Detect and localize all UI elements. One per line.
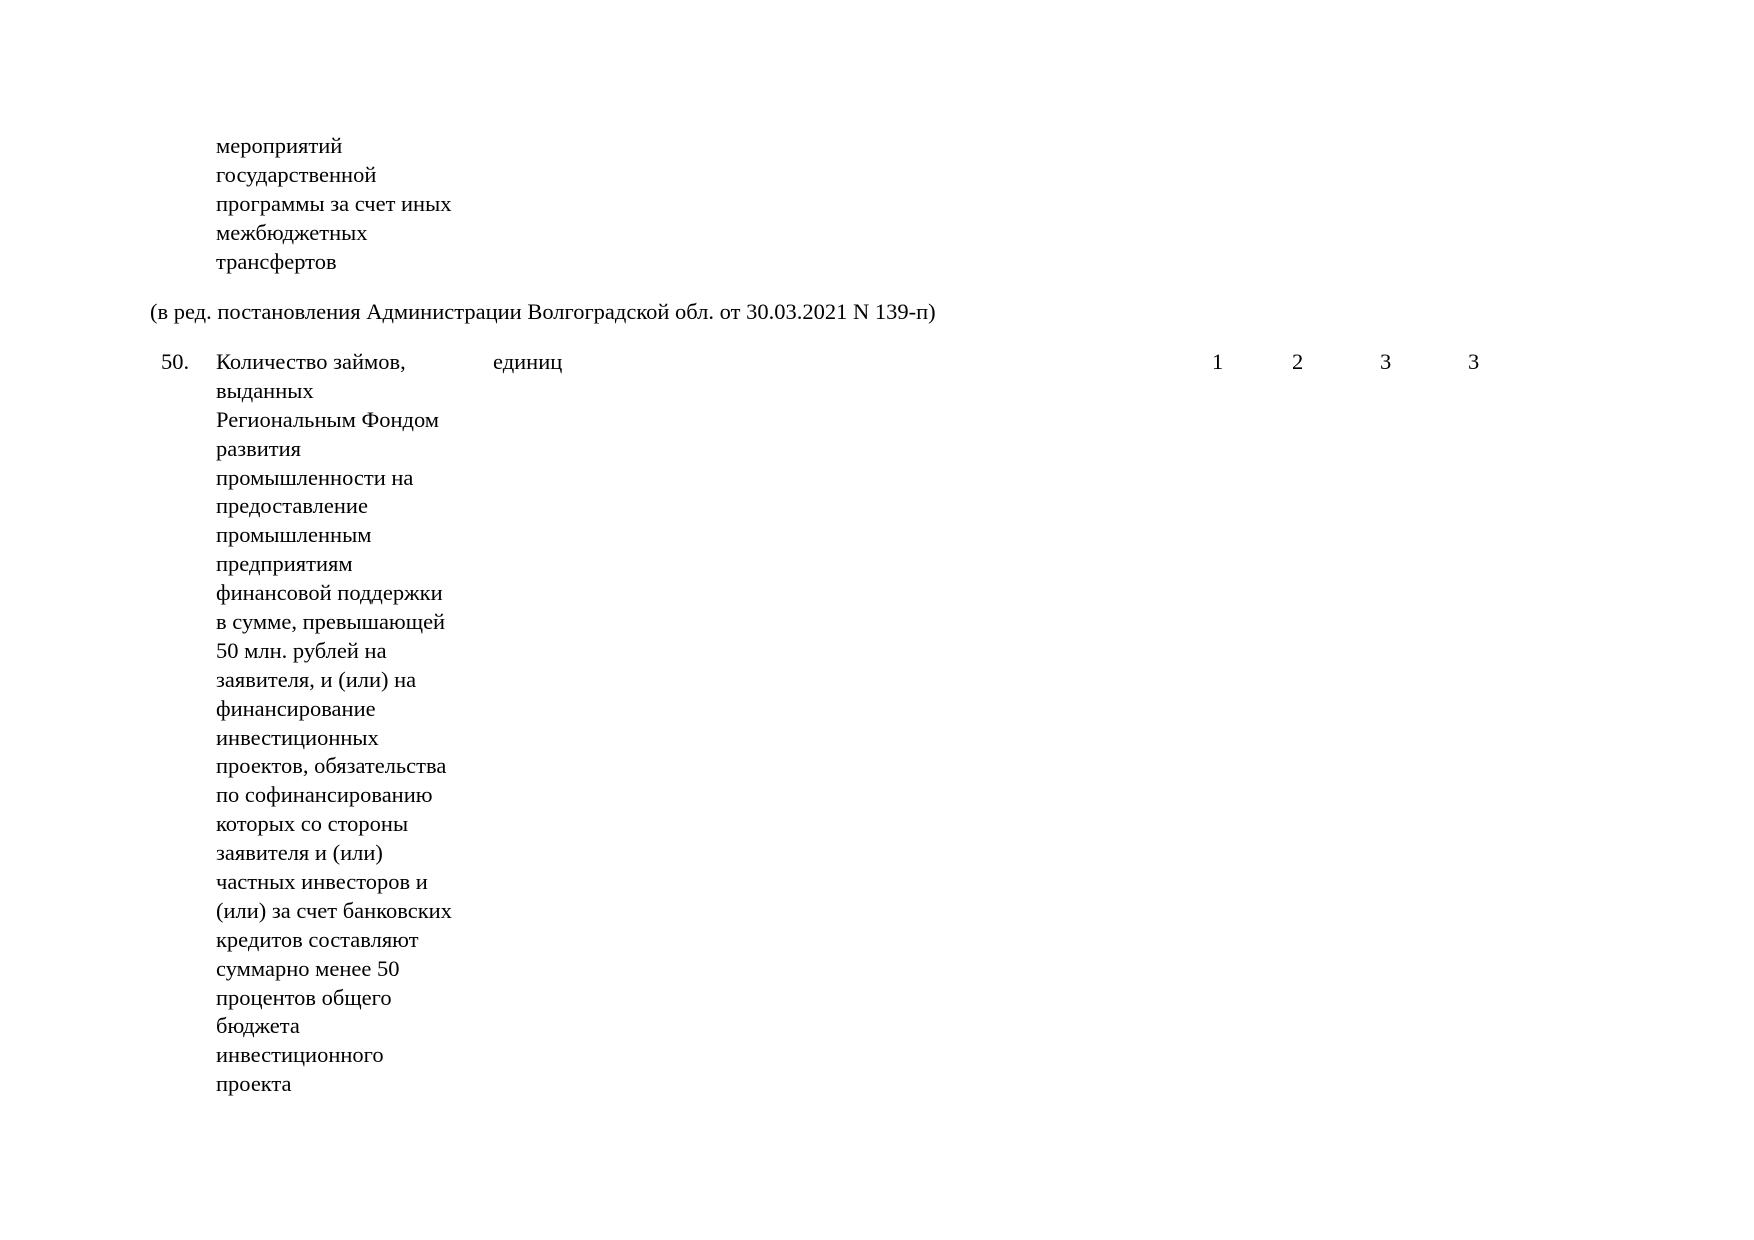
text-line: 50 млн. рублей на [216,637,387,663]
text-line: государственной [216,161,377,187]
text-line: в сумме, превышающей [216,609,446,635]
text-line: (или) за счет банковских [216,897,452,923]
text-line: Региональным Фондом [216,406,440,432]
text-line: промышленности на [216,464,414,490]
text-line: инвестиционных [216,724,379,750]
text-line: межбюджетных [216,219,368,245]
text-line: инвестиционного [216,1042,384,1068]
text-line: развития [216,435,302,461]
text-line: заявителя, и (или) на [216,666,417,692]
text-line: предоставление [216,493,368,519]
text-line: Количество займов, [216,349,406,374]
text-line: трансфертов [216,248,337,274]
text-line: проектов, обязательства [216,753,447,779]
text-line: финансирование [216,695,376,721]
text-line: процентов общего [216,984,392,1010]
text-line: частных инвесторов и [216,869,428,895]
row-value: 1 [1212,349,1224,374]
text-line: промышленным [216,522,372,548]
row-unit: единиц [493,349,563,374]
amendment-note: (в ред. постановления Администрации Волгоградской обл. от 30.03.2021 N 139-п) [150,299,936,324]
text-line: предприятиям [216,551,353,577]
text-line: заявителя и (или) [216,840,383,866]
continuation-indicator-text [216,132,451,276]
row-value: 3 [1380,349,1392,374]
text-line: кредитов составляют [216,926,419,952]
row-indicator-text [216,348,452,1099]
text-line: по софинансированию [216,782,433,808]
row-number: 50. [161,349,190,374]
text-line: суммарно менее 50 [216,955,400,981]
text-line: проекта [216,1071,292,1097]
text-line: мероприятий [216,133,343,158]
text-line: финансовой поддержки [216,580,443,606]
text-line: выданных [216,377,314,403]
text-line: программы за счет иных [216,190,452,216]
row-value: 2 [1292,349,1304,374]
row-value: 3 [1468,349,1480,374]
text-line: бюджета [216,1013,300,1039]
text-line: которых со стороны [216,811,409,837]
